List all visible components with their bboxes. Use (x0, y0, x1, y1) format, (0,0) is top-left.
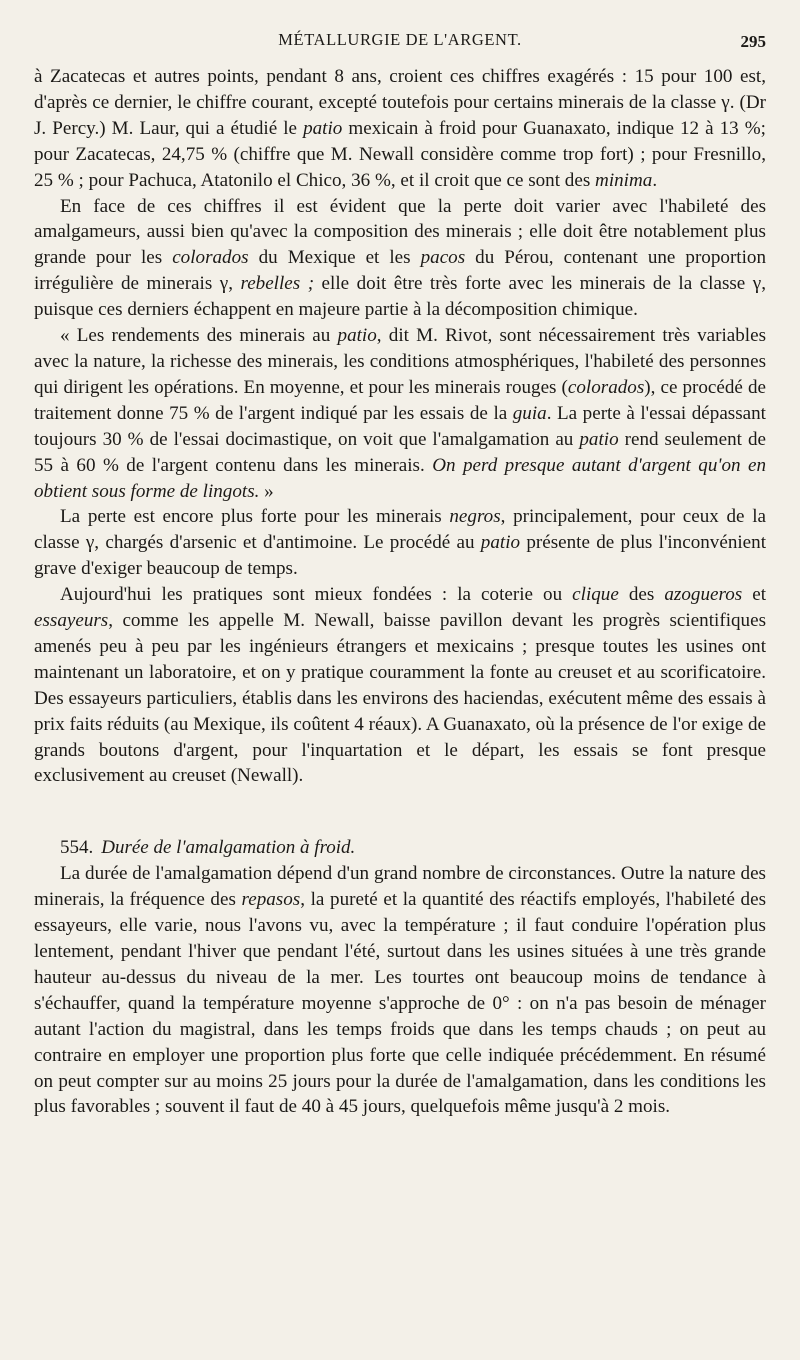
text-run: elle doit être très forte avec les minerais de la classe γ, puisque ces derniers échappent en majeure partie à la décomposition chimique. (34, 273, 766, 321)
italic-run: guia (512, 402, 547, 424)
paragraph (34, 582, 766, 789)
text-run: à Zacatecas et autres points, pendant 8 ans, croient ces chiffres exagérés : 15 pour 100 est, d'après ce dernier, le chiffre courant, excepté toutefois pour certains minerais de la classe γ. (Dr J. Percy.) M. Laur, qui a étudié le (34, 66, 766, 139)
text-run: du Mexique et les (248, 247, 421, 269)
page-number: 295 (740, 32, 766, 51)
text-run: En face de ces chiffres il est évident que la perte doit varier avec l'habileté des amalgameurs, aussi bien qu'avec la composition des minerais ; elle doit être notablement plus grande pour les (34, 195, 766, 269)
text-run: , la pureté et la quantité des réactifs employés, l'habileté des essayeurs, elle varie, nous l'avons vu, avec la température ; il faut conduire l'opération plus lentement, pendant l'hiver que pendant l'été, surtout dans les usines situées à une très grande hauteur au-dessus du niveau de la mer. Les tourtes ont beaucoup moins de tendance à s'échauffer, quand la température moyenne s'approche de 0° : on n'a pas besoin de ménager autant l'action du magistral, dans les temps froids que dans les temps chauds ; on peut au contraire en employer une proportion plus forte que celle indiquée précédemment. En résumé on peut compter sur au moins 25 jours pour la durée de l'amalgamation, dans les conditions les plus favorables ; souvent il faut de 40 à 45 jours, quelquefois même jusqu'à 2 mois. (34, 889, 766, 1118)
text-run: » (259, 480, 274, 502)
italic-run: repasos (241, 889, 301, 911)
text-run: Aujourd'hui les pratiques sont mieux fondées : la coterie ou (60, 584, 573, 606)
italic-run: patio (579, 428, 619, 450)
paragraph (34, 504, 766, 582)
italic-run: azogueros (664, 584, 743, 606)
italic-run: minima (595, 169, 653, 191)
section-title: Durée de l'amalgamation à froid. (101, 837, 356, 859)
text-run: , comme les appelle M. Newall, baisse pavillon devant les progrès scientifiques amenés peu à peu par les ingénieurs étrangers et mexicains ; presque toutes les usines ont maintenant un laboratoire, et on y pratique couramment la fonte au creuset et au scorificatoire. Des essayeurs particuliers, établis dans les environs des haciendas, exécutent même des essais à prix faits réduits (au Mexique, ils coûtent 4 réaux). A Guanaxato, où la présence de l'or exige de grands boutons d'argent, pour l'inquartation et le départ, les essais se font presque exclusivement au creuset (Newall). (34, 610, 766, 787)
text-run: présente de plus l'inconvénient grave d'exiger beaucoup de temps. (34, 532, 766, 580)
italic-run: patio (337, 325, 377, 347)
italic-run: clique (572, 584, 619, 606)
text-run: et (742, 584, 766, 606)
section-number: 554. (60, 837, 94, 859)
running-title: MÉTALLURGIE DE L'ARGENT. (278, 30, 522, 49)
paragraph (34, 194, 766, 324)
text-run: rend seulement de 55 à 60 % de l'argent contenu dans les minerais. (34, 428, 766, 476)
italic-run: patio (480, 532, 521, 554)
text-run: La durée de l'amalgamation dépend d'un grand nombre de circonstances. Outre la nature des minerais, la fréquence des (34, 863, 766, 911)
text-run: mexicain à froid pour Guanaxato, indique 12 à 13 %; pour Zacatecas, 24,75 % (chiffre que M. Newall considère comme trop fort) ; pour Fresnillo, 25 % ; pour Pachuca, Atatonilo el Chico, 36 %, et il croit que ce sont des (34, 117, 766, 191)
italic-run: colorados (567, 376, 645, 398)
section-heading (34, 835, 766, 861)
italic-run: pacos (420, 247, 466, 269)
body-text (34, 64, 766, 1120)
text-run: des (618, 584, 665, 606)
paragraph (34, 323, 766, 504)
text-run: La perte est encore plus forte pour les minerais (60, 506, 450, 528)
text-run: ), ce procédé de traitement donne 75 % de l'argent indiqué par les essais de la (34, 376, 766, 424)
italic-run: essayeurs (34, 610, 109, 632)
italic-run: rebelles ; (240, 273, 315, 295)
text-run: . (652, 169, 658, 191)
italic-run: On perd presque autant d'argent qu'on en obtient sous forme de lingots. (34, 454, 767, 502)
paragraph (34, 861, 766, 1120)
text-run: , principalement, pour ceux de la classe γ, chargés d'arsenic et d'antimoine. Le procédé au (34, 506, 766, 554)
text-run: , dit M. Rivot, sont nécessairement très variables avec la nature, la richesse des minerais, les conditions atmosphériques, l'habileté des personnes qui dirigent les opérations. En moyenne, et pour les minerais rouges ( (34, 325, 766, 398)
italic-run: colorados (172, 247, 249, 269)
italic-run: patio (303, 117, 343, 139)
text-run: du Pérou, contenant une proportion irrégulière de minerais γ, (34, 247, 767, 295)
text-run: . La perte à l'essai dépassant toujours 30 % de l'essai docimastique, on voit que l'amalgamation au (34, 402, 766, 450)
text-run: « Les rendements des minerais au (60, 325, 338, 347)
running-head (34, 30, 766, 54)
italic-run: negros (449, 506, 501, 528)
paragraph (34, 64, 766, 194)
